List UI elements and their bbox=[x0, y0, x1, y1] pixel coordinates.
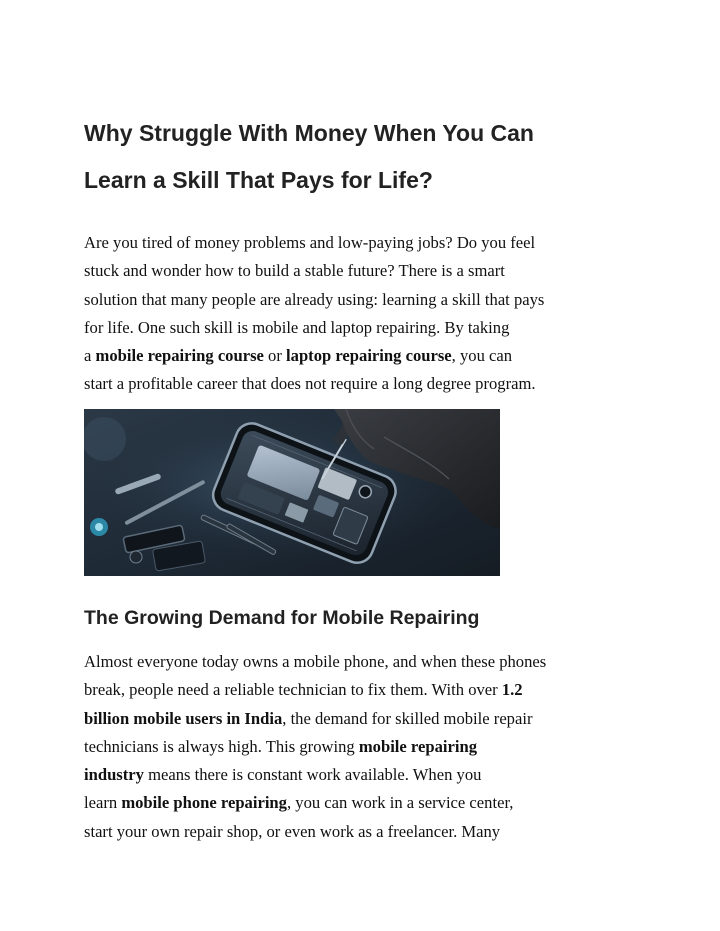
intro-line: start a profitable career that does not require a long degree program. bbox=[84, 374, 536, 394]
text: , the demand for skilled mobile repair bbox=[282, 708, 533, 728]
section-line: start your own repair shop, or even work as a freelancer. Many bbox=[84, 821, 501, 841]
section-paragraph bbox=[84, 648, 644, 846]
section-line bbox=[84, 676, 644, 704]
keyword-user-count: 1.2 bbox=[501, 680, 523, 700]
text: technicians is always high. This growing bbox=[84, 736, 359, 756]
keyword-mobile-repairing-industry: industry bbox=[84, 765, 144, 785]
keyword-laptop-repairing-course: laptop repairing course bbox=[286, 346, 452, 366]
phone-repair-image bbox=[84, 409, 500, 576]
text: or bbox=[263, 346, 287, 366]
intro-line: stuck and wonder how to build a stable future? There is a smart bbox=[84, 261, 505, 281]
title-line: Learn a Skill That Pays for Life? bbox=[84, 167, 433, 193]
section-line bbox=[84, 705, 644, 733]
text: , you can bbox=[451, 346, 513, 366]
keyword-mobile-repairing-course: mobile repairing course bbox=[95, 346, 264, 366]
title-line: Why Struggle With Money When You Can bbox=[84, 120, 534, 146]
intro-line: Are you tired of money problems and low-paying jobs? Do you feel bbox=[84, 233, 536, 252]
keyword-mobile-repairing-industry: mobile repairing bbox=[358, 736, 477, 756]
section-heading: The Growing Demand for Mobile Repairing bbox=[84, 607, 480, 629]
keyword-mobile-phone-repairing: mobile phone repairing bbox=[121, 793, 287, 813]
text: learn bbox=[84, 793, 122, 813]
text: means there is constant work available. When you bbox=[143, 765, 482, 785]
intro-paragraph bbox=[84, 229, 640, 399]
intro-line bbox=[84, 342, 640, 370]
section-line: Almost everyone today owns a mobile phone, and when these phones bbox=[84, 652, 547, 671]
intro-line: for life. One such skill is mobile and laptop repairing. By taking bbox=[84, 317, 510, 337]
intro-line: solution that many people are already using: learning a skill that pays bbox=[84, 289, 545, 309]
section-line bbox=[84, 761, 644, 789]
section-line bbox=[84, 733, 644, 761]
keyword-user-count: billion mobile users in India bbox=[84, 708, 283, 728]
article-title bbox=[84, 110, 644, 204]
text: break, people need a reliable technician to fix them. With over bbox=[84, 680, 502, 700]
text: a bbox=[84, 346, 96, 366]
text: , you can work in a service center, bbox=[286, 793, 514, 813]
section-line bbox=[84, 789, 644, 817]
